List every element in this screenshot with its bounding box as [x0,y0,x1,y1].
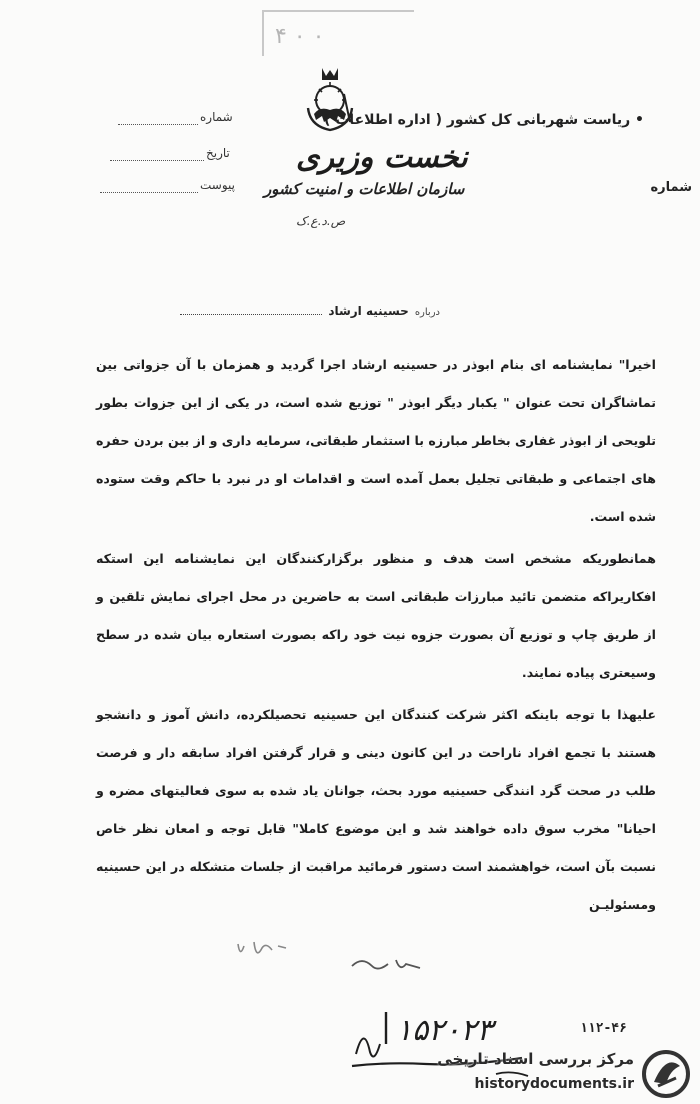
letter-body [96,346,656,924]
subject-lead: درباره [414,307,440,318]
subject-value: حسینیه ارشاد [328,304,409,318]
agency-name: • ریاست شهربانی کل کشور ( اداره اطلاعات ) [323,112,644,128]
subject-line [180,304,440,318]
body-paragraph-1: اخیرا" نمایشنامه ای بنام ابوذر در حسینیه ارشاد اجرا گردید و همزمان با آن جزواتی بین تماشاگران تحت عنوان " یکبار دیگر ابوذر " توزیع شده است، در یکی از این جزوات بطور تلویحی از ابوذر غفاری بخاطر مبارزه با استثمار طبقاتی، سرمایه داری و از بین بردن حفره های اجتماعی و طبقاتی تجلیل بعمل آمده است و اقدامات او در نبرد با حاکم وقت ستوده شده است. [96,357,656,524]
signature-number: ۱۵۲۰۲۳ [396,1013,493,1048]
reference-label: شماره [650,180,692,195]
reference-code: ص.د.ع.ک [296,214,346,228]
date-field-label: تاریخ [206,146,230,160]
organization-name: سازمان اطلاعات و امنیت کشور [264,180,465,198]
top-stamp-text: ۴ ۰ ۰ [275,24,325,49]
attachment-field-label: پیوست [200,178,235,192]
date-field-line [110,160,204,161]
archive-watermark [392,1046,692,1100]
handwritten-mark-icon [348,952,428,978]
attachment-field-line [100,192,198,193]
body-paragraph-2: همانطوریکه مشخص است هدف و منظور برگزارکنندگان این نمایشنامه این استکه افکاریراکه متضمن تائید مبارزات طبقاتی است به حاضرین در محل اجرای نمایش تلقین و از طریق چاپ و توزیع آن بصورت جزوه نیت خود راکه بصورت استعاره بیان شده در سطح وسیعتری پیاده نمایند. [96,551,656,680]
subject-underline [180,314,322,315]
archive-url: historydocuments.ir [474,1076,634,1092]
handwritten-initials-icon [232,936,292,966]
archive-logo-icon [640,1048,692,1100]
number-field-label: شماره [200,110,233,124]
ministry-title: نخست وزیری [296,140,468,175]
archive-title: مرکز بررسی اسناد تاریخی [437,1050,634,1068]
number-field-line [118,124,198,125]
document-number: ۱۱۲-۴۶ [580,1021,627,1036]
body-paragraph-3: علیهذا با توجه باینکه اکثر شرکت کنندگان این حسینیه تحصیلکرده، دانش آموز و دانشجو هستند با تجمع افراد ناراحت در این کانون دینی و قرار گرفتن افراد سابقه دار و فرصت طلب در صحت گرد انندگی حسینیه مورد بحث، جوانان یاد شده به سوی فعالیتهای مضره و احیانا" مخرب سوق داده خواهند شد و این موضوع کاملا" قابل توجه و امعان نظر خاص نسبت بآن است، خواهشمند است دستور فرمائید مراقبت از جلسات متشکله در این حسینیه ومسئولیـن [96,707,656,912]
